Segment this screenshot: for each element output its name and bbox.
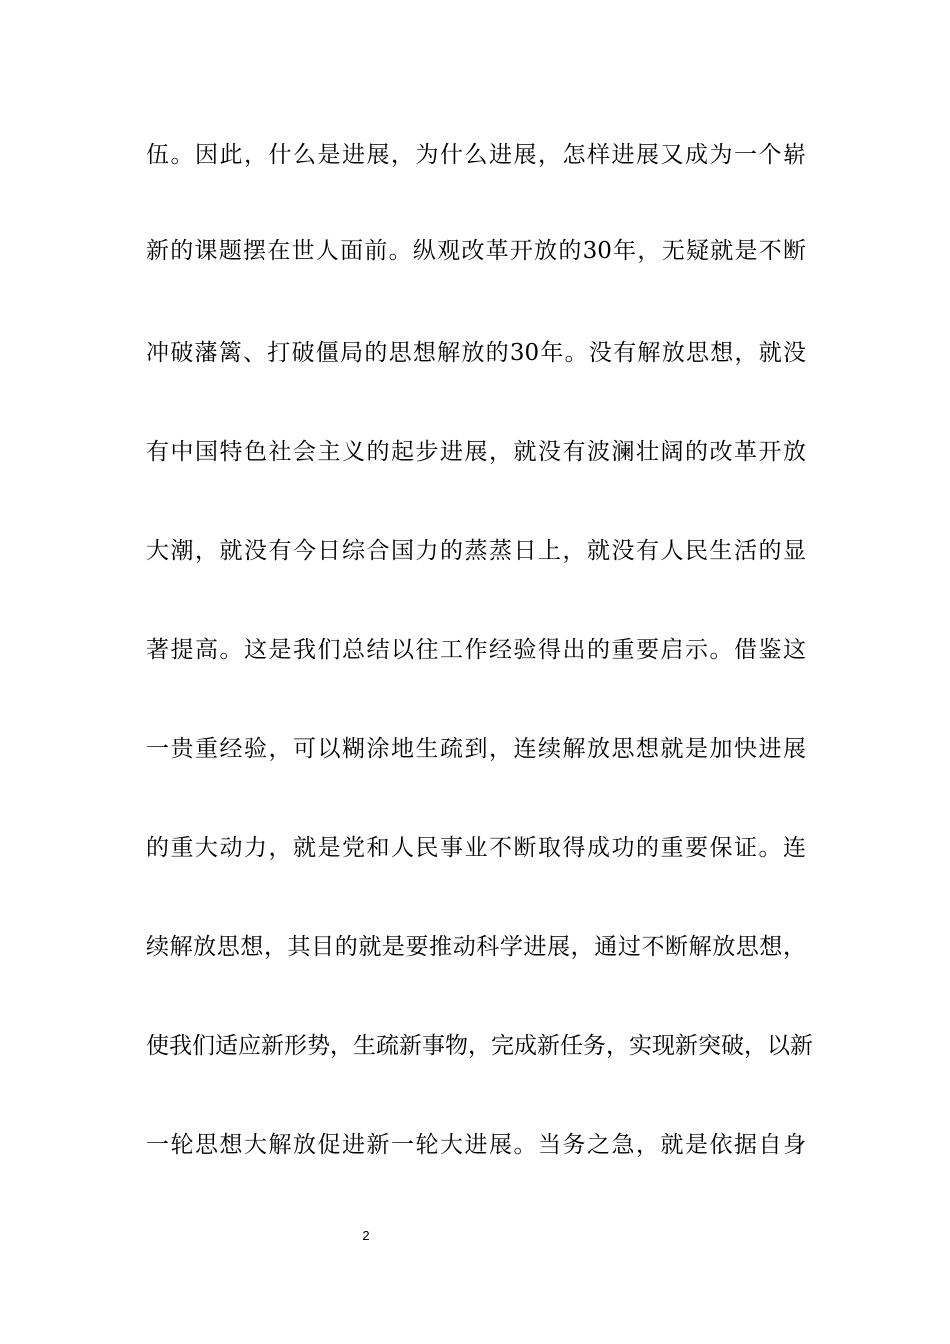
body-text-line: 有中国特色社会主义的起步进展，就没有波澜壮阔的改革开放 [146, 439, 806, 465]
body-text-line: 一贵重经验，可以糊涂地生疏到，连续解放思想就是加快进展 [146, 736, 806, 762]
page-number: 2 [362, 1228, 370, 1243]
body-text-line: 续解放思想，其目的就是要推动科学进展，通过不断解放思想， [146, 934, 806, 960]
body-text-line: 一轮思想大解放促进新一轮大进展。当务之急，就是依据自身 [146, 1132, 806, 1158]
body-text-line: 使我们适应新形势，生疏新事物，完成新任务，实现新突破，以新 [146, 1033, 813, 1059]
body-text-line: 新的课题摆在世人面前。纵观改革开放的30年，无疑就是不断 [146, 238, 806, 264]
body-text-line: 伍。因此，什么是进展，为什么进展，怎样进展又成为一个崭 [146, 142, 806, 168]
body-text-line: 著提高。这是我们总结以往工作经验得出的重要启示。借鉴这 [146, 637, 806, 663]
body-text-line: 的重大动力，就是党和人民事业不断取得成功的重要保证。连 [146, 835, 806, 861]
body-text-line: 大潮，就没有今日综合国力的蒸蒸日上，就没有人民生活的显 [146, 538, 806, 564]
body-text-line: 冲破藩篱、打破僵局的思想解放的30年。没有解放思想，就没 [146, 340, 806, 366]
